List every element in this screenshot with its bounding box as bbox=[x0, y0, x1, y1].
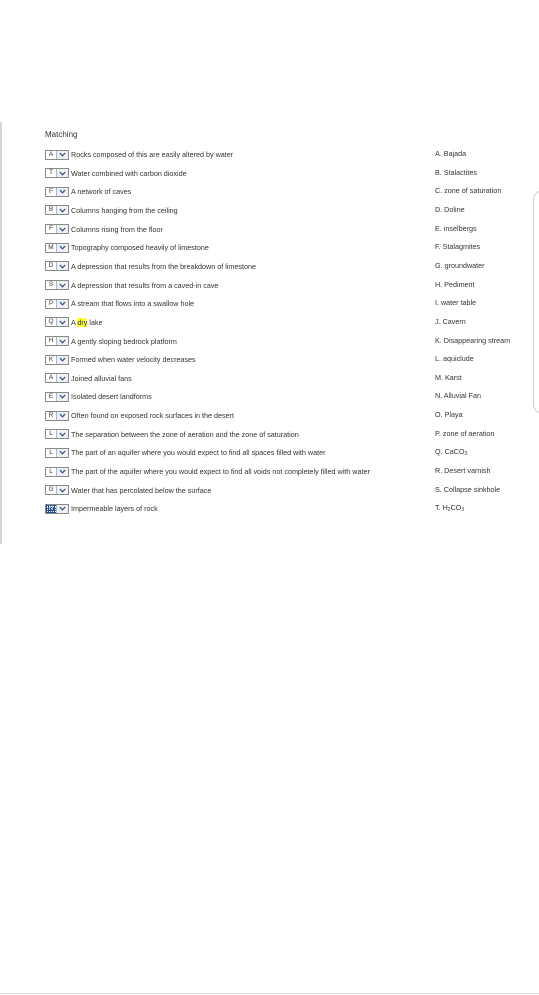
chevron-down-icon[interactable] bbox=[57, 468, 68, 476]
chevron-down-icon[interactable] bbox=[57, 337, 68, 345]
answer-option: O. Playa bbox=[435, 410, 463, 420]
bottom-divider bbox=[0, 993, 539, 994]
answer-option: J. Cavern bbox=[435, 316, 466, 326]
chevron-down-icon[interactable] bbox=[57, 151, 68, 159]
answer-option: R. Desert varnish bbox=[435, 466, 491, 476]
answer-option: H. Pediment bbox=[435, 279, 475, 289]
answer-select-value: D bbox=[46, 262, 57, 270]
chevron-down-icon[interactable] bbox=[57, 486, 68, 494]
answer-option: D. Doline bbox=[435, 204, 465, 214]
chevron-down-icon[interactable] bbox=[57, 188, 68, 196]
answer-select[interactable] bbox=[45, 150, 69, 160]
question-text: Water combined with carbon dioxide bbox=[71, 168, 187, 178]
question-text: Formed when water velocity decreases bbox=[71, 355, 196, 365]
answer-select-value: R bbox=[46, 412, 57, 420]
answer-option bbox=[435, 502, 464, 513]
answer-select[interactable] bbox=[45, 467, 69, 477]
chevron-down-icon[interactable] bbox=[57, 262, 68, 270]
question-row bbox=[45, 149, 233, 160]
answer-select[interactable] bbox=[45, 392, 69, 402]
answer-subscript: 2 bbox=[447, 507, 451, 514]
chevron-down-icon[interactable] bbox=[57, 356, 68, 364]
question-text: Columns hanging from the ceiling bbox=[71, 205, 178, 215]
question-row bbox=[45, 224, 163, 235]
answer-option: M. Karst bbox=[435, 372, 462, 382]
question-text: The separation between the zone of aeration and the zone of saturation bbox=[71, 429, 299, 439]
question-row bbox=[45, 317, 103, 328]
question-text: The part of the aquifer where you would expect to find all voids not completely filled with water bbox=[71, 467, 370, 477]
question-text: Columns rising from the floor bbox=[71, 224, 163, 234]
answer-select[interactable] bbox=[45, 504, 69, 514]
answer-option: S. Collapse sinkhole bbox=[435, 484, 501, 494]
question-text: A stream that flows into a swallow hole bbox=[71, 299, 195, 309]
question-row bbox=[45, 410, 234, 421]
chevron-down-icon[interactable] bbox=[57, 318, 68, 326]
question-row bbox=[45, 391, 152, 402]
question-text: Often found on exposed rock surfaces in the desert bbox=[71, 411, 235, 421]
answer-select-value: H bbox=[46, 337, 57, 345]
question-row bbox=[45, 261, 256, 272]
question-text: Water that has percolated below the surface bbox=[71, 485, 212, 495]
question-text-part: A bbox=[71, 317, 78, 327]
answer-select[interactable] bbox=[45, 429, 69, 439]
chevron-down-icon[interactable] bbox=[57, 281, 68, 289]
question-row bbox=[45, 485, 211, 496]
chevron-down-icon[interactable] bbox=[57, 374, 68, 382]
chevron-down-icon[interactable] bbox=[57, 412, 68, 420]
question-text: The part of an aquifer where you would expect to find all spaces filled with water bbox=[71, 448, 326, 458]
question-text: Rocks composed of this are easily altered by water bbox=[71, 150, 234, 159]
answer-select[interactable] bbox=[45, 485, 69, 495]
question-text-part: lake bbox=[87, 317, 103, 327]
chevron-down-icon[interactable] bbox=[57, 430, 68, 438]
question-row bbox=[45, 466, 370, 477]
answer-select[interactable] bbox=[45, 317, 69, 327]
answer-option: I. water table bbox=[435, 298, 477, 308]
answer-option: F. Stalagmites bbox=[435, 242, 481, 252]
chevron-down-icon[interactable] bbox=[57, 449, 68, 457]
answer-select-value: Q bbox=[46, 318, 57, 326]
answer-select[interactable] bbox=[45, 336, 69, 346]
answer-select[interactable] bbox=[45, 411, 69, 421]
chevron-down-icon[interactable] bbox=[57, 169, 68, 177]
section-title: Matching bbox=[45, 130, 78, 139]
question-row bbox=[45, 280, 218, 291]
answer-select-value: S bbox=[46, 281, 57, 289]
answer-select-value: F bbox=[46, 188, 57, 196]
answer-select[interactable] bbox=[45, 280, 69, 290]
answer-option-part: Q. CaCO bbox=[435, 447, 465, 457]
question-row bbox=[45, 298, 194, 309]
question-row bbox=[45, 503, 158, 514]
answer-option-part: CO bbox=[450, 503, 462, 513]
chevron-down-icon[interactable] bbox=[57, 393, 68, 401]
answer-select-value: N bbox=[46, 505, 57, 513]
answer-select-value: L bbox=[46, 430, 57, 438]
question-text: A network of caves bbox=[71, 187, 132, 197]
answer-select-value: B bbox=[46, 206, 57, 214]
answer-select[interactable] bbox=[45, 261, 69, 271]
answer-select-value: L bbox=[46, 449, 57, 457]
answer-option: L. aquiclude bbox=[435, 354, 474, 364]
answer-select-value: T bbox=[46, 169, 57, 177]
answer-select[interactable] bbox=[45, 448, 69, 458]
answer-option: B. Stalactites bbox=[435, 167, 477, 177]
question-row bbox=[45, 354, 196, 365]
question-row bbox=[45, 336, 177, 347]
answer-option: P. zone of aeration bbox=[435, 428, 495, 438]
question-text bbox=[71, 318, 103, 327]
question-row bbox=[45, 168, 187, 179]
answer-select[interactable] bbox=[45, 224, 69, 234]
chevron-down-icon[interactable] bbox=[57, 206, 68, 214]
answer-option-part: T. H bbox=[435, 503, 448, 513]
question-text: A depression that results from a caved-in cave bbox=[71, 280, 219, 290]
answer-select-value: L bbox=[46, 468, 57, 476]
answer-option: G. groundwater bbox=[435, 260, 485, 270]
side-panel-edge bbox=[533, 190, 539, 414]
chevron-down-icon[interactable] bbox=[57, 244, 68, 252]
answer-option: K. Disappearing stream bbox=[435, 335, 511, 345]
answer-select-value: A bbox=[46, 374, 57, 382]
question-row bbox=[45, 205, 178, 216]
answer-select-value: M bbox=[46, 244, 57, 252]
answer-option: A. Bajada bbox=[435, 149, 467, 158]
answer-select-value: A bbox=[46, 151, 57, 159]
question-text: A gently sloping bedrock platform bbox=[71, 336, 177, 346]
question-text: Isolated desert landforms bbox=[71, 392, 152, 402]
question-text: Topography composed heavily of limestone bbox=[71, 243, 209, 253]
answer-select-value: P bbox=[46, 300, 57, 308]
answer-option: N. Alluvial Fan bbox=[435, 391, 481, 401]
question-text: A depression that results from the breakdown of limestone bbox=[71, 261, 256, 271]
answer-subscript: 3 bbox=[464, 451, 468, 458]
answer-select-value: E bbox=[46, 393, 57, 401]
answer-option: E. inselbergs bbox=[435, 223, 477, 233]
chevron-down-icon[interactable] bbox=[57, 225, 68, 233]
chevron-down-icon[interactable] bbox=[57, 300, 68, 308]
question-row bbox=[45, 429, 299, 440]
question-row bbox=[45, 447, 326, 458]
answer-subscript: 3 bbox=[461, 507, 465, 514]
highlighted-word: dry bbox=[77, 317, 88, 327]
answer-select-value: G bbox=[46, 486, 57, 494]
answer-option bbox=[435, 446, 467, 457]
answer-select[interactable] bbox=[45, 299, 69, 309]
chevron-down-icon[interactable] bbox=[57, 505, 68, 513]
question-row bbox=[45, 373, 132, 384]
question-row bbox=[45, 186, 131, 197]
answer-select-value: K bbox=[46, 356, 57, 364]
question-text: Impermeable layers of rock bbox=[71, 504, 158, 514]
question-text: Joined alluvial fans bbox=[71, 373, 132, 383]
answer-select[interactable] bbox=[45, 187, 69, 197]
answer-select[interactable] bbox=[45, 373, 69, 383]
left-border bbox=[0, 122, 2, 544]
answer-select[interactable] bbox=[45, 355, 69, 365]
answer-select[interactable] bbox=[45, 243, 69, 253]
question-row bbox=[45, 242, 209, 253]
answer-option: C. zone of saturation bbox=[435, 186, 502, 196]
answer-select-value: F bbox=[46, 225, 57, 233]
answer-select[interactable] bbox=[45, 205, 69, 215]
answer-select[interactable] bbox=[45, 168, 69, 178]
